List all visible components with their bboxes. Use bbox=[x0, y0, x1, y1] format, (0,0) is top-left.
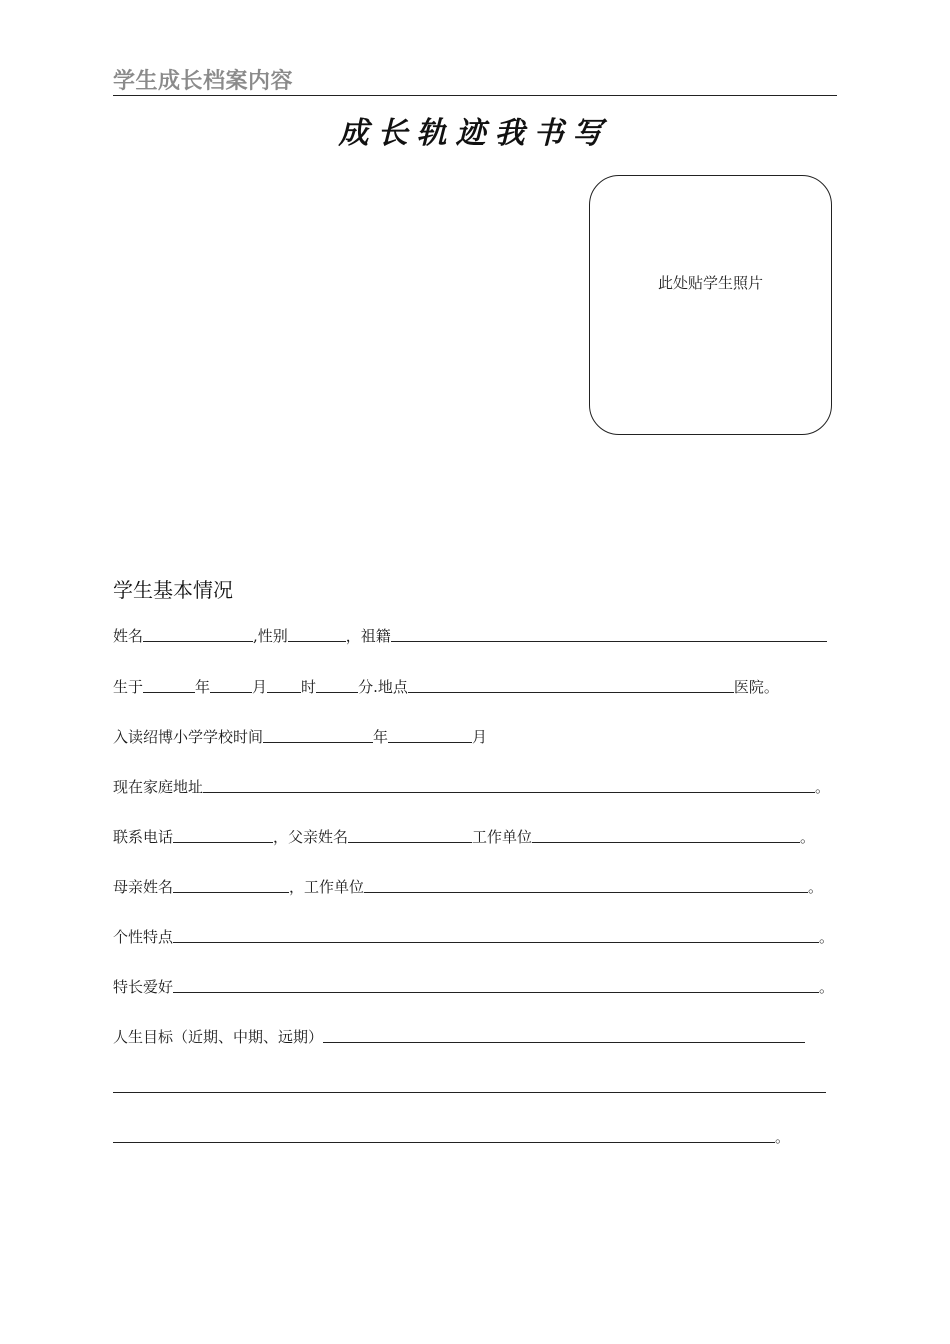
birth-year-label: 年 bbox=[195, 678, 211, 696]
father-work-field[interactable] bbox=[532, 841, 800, 843]
photo-label: 此处贴学生照片 bbox=[657, 274, 763, 292]
form-row-goals-cont-2 bbox=[113, 1123, 843, 1147]
mother-work-field[interactable] bbox=[364, 891, 808, 893]
goal-field-line-1[interactable] bbox=[323, 1041, 805, 1043]
header-divider bbox=[113, 95, 837, 96]
birth-minute-field[interactable] bbox=[316, 691, 358, 693]
form-row-enrollment bbox=[113, 723, 843, 747]
address-field[interactable] bbox=[203, 791, 815, 793]
form-row-goals-cont-1 bbox=[113, 1073, 843, 1097]
mother-work-label: ，工作单位 bbox=[289, 878, 365, 896]
hobby-label: 特长爱好 bbox=[113, 978, 174, 996]
address-period: 。 bbox=[815, 778, 831, 796]
hobby-field[interactable] bbox=[173, 991, 819, 993]
name-field[interactable] bbox=[143, 640, 253, 642]
form-row-contact bbox=[113, 823, 843, 847]
form-row-mother bbox=[113, 873, 843, 897]
birth-place-field[interactable] bbox=[408, 691, 734, 693]
father-name-field[interactable] bbox=[348, 841, 472, 843]
mother-label: 母亲姓名 bbox=[113, 878, 174, 896]
birth-hour-field[interactable] bbox=[267, 691, 301, 693]
enroll-year-label: 年 bbox=[373, 728, 389, 746]
enroll-year-field[interactable] bbox=[263, 741, 373, 743]
mother-period: 。 bbox=[808, 878, 824, 896]
form-row-hobby bbox=[113, 973, 843, 997]
birth-year-field[interactable] bbox=[143, 691, 195, 693]
goal-label: 人生目标（近期、中期、远期） bbox=[113, 1028, 324, 1046]
personality-label: 个性特点 bbox=[113, 928, 174, 946]
father-work-label: 工作单位 bbox=[472, 828, 533, 846]
phone-field[interactable] bbox=[173, 841, 273, 843]
birth-place-label: 分.地点 bbox=[358, 678, 408, 696]
personality-period: 。 bbox=[819, 928, 835, 946]
address-label: 现在家庭地址 bbox=[113, 778, 204, 796]
form-row-goals bbox=[113, 1023, 843, 1047]
birth-month-label: 月 bbox=[252, 678, 268, 696]
enroll-month-field[interactable] bbox=[388, 741, 472, 743]
birth-hour-label: 时 bbox=[301, 678, 317, 696]
phone-label: 联系电话 bbox=[113, 828, 174, 846]
form-row-birth bbox=[113, 673, 843, 697]
document-header-title: 学生成长档案内容 bbox=[113, 69, 294, 94]
enroll-month-label: 月 bbox=[472, 728, 488, 746]
goal-field-line-2[interactable] bbox=[113, 1091, 826, 1093]
hospital-label: 医院。 bbox=[733, 678, 779, 696]
gender-field[interactable] bbox=[288, 640, 346, 642]
gender-label: ,性别 bbox=[253, 627, 288, 645]
enroll-label: 入读绍博小学学校时间 bbox=[113, 728, 264, 746]
goal-field-line-3[interactable] bbox=[113, 1141, 775, 1143]
birth-month-field[interactable] bbox=[210, 691, 252, 693]
page-title: 成长轨迹我书写 bbox=[338, 116, 612, 151]
photo-placeholder bbox=[589, 175, 832, 435]
section-heading: 学生基本情况 bbox=[113, 578, 233, 602]
born-label: 生于 bbox=[113, 678, 144, 696]
hobby-period: 。 bbox=[819, 978, 835, 996]
father-label: ，父亲姓名 bbox=[273, 828, 349, 846]
form-row-name bbox=[113, 622, 843, 646]
contact-period: 。 bbox=[800, 828, 816, 846]
personality-field[interactable] bbox=[173, 941, 819, 943]
form-row-address bbox=[113, 773, 843, 797]
goal-period: 。 bbox=[775, 1128, 791, 1146]
form-row-personality bbox=[113, 923, 843, 947]
name-label: 姓名 bbox=[113, 627, 144, 645]
origin-label: ，祖籍 bbox=[345, 627, 391, 645]
origin-field[interactable] bbox=[391, 640, 827, 642]
mother-name-field[interactable] bbox=[173, 891, 289, 893]
